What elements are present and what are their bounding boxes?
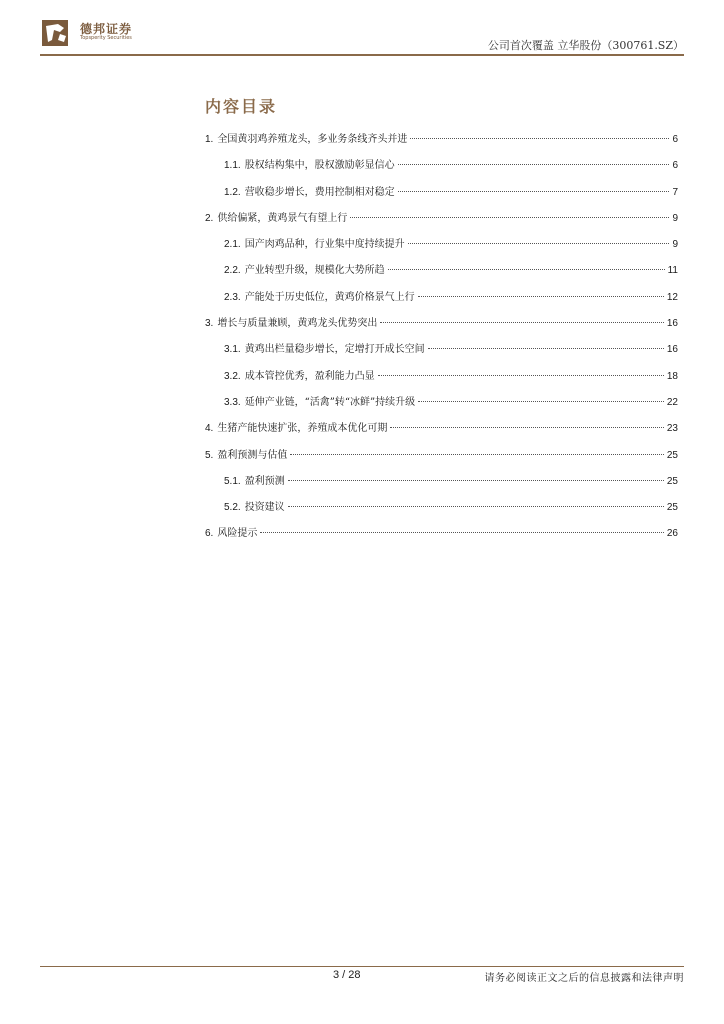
toc-entry-title: [224, 264, 385, 278]
footer-divider: [40, 966, 684, 967]
toc-entry-title: [205, 212, 347, 226]
toc-entry-title: [224, 501, 285, 515]
disclaimer-note: 请务必阅读正文之后的信息披露和法律声明: [484, 973, 684, 984]
toc-entry-label: 供给偏紧，黄鸡景气有望上行: [217, 212, 348, 224]
toc-entry-number: 1.: [205, 134, 214, 145]
toc-entry-label: 盈利预测: [244, 475, 285, 487]
toc-leader-dots: [410, 138, 669, 139]
toc-entry[interactable]: [205, 475, 678, 501]
toc-entry-page: 7: [672, 186, 678, 198]
toc-entry[interactable]: [205, 343, 678, 369]
toc-entry-number: 2.3.: [224, 291, 241, 303]
logo-mark-icon: [40, 16, 74, 50]
toc-entry-page: 25: [666, 449, 678, 461]
toc-entry-page: 6: [672, 160, 678, 172]
toc-entry[interactable]: [205, 159, 678, 185]
toc-entry[interactable]: [205, 317, 678, 343]
toc-entry[interactable]: [205, 133, 678, 159]
toc-leader-dots: [290, 454, 664, 455]
toc-entry-number: 4.: [205, 423, 214, 435]
toc-entry[interactable]: [205, 422, 678, 448]
toc-entry[interactable]: [205, 238, 678, 264]
toc-entry-page: 16: [666, 344, 678, 356]
toc-leader-dots: [418, 296, 664, 297]
toc-entry-page: 6: [672, 134, 678, 145]
toc-entry-label: 产业转型升级，规模化大势所趋: [244, 265, 385, 277]
toc-leader-dots: [380, 322, 664, 323]
toc-entry-title: [224, 343, 425, 357]
toc-leader-dots: [260, 532, 664, 533]
toc-entry-number: 2.1.: [224, 239, 241, 251]
toc-entry-page: 25: [666, 475, 678, 487]
brand-name-cn: 德邦证券: [80, 22, 133, 36]
page-number: 3 / 28: [333, 969, 361, 981]
toc-entry-number: 3.3.: [224, 396, 241, 408]
toc-leader-dots: [378, 375, 664, 376]
toc-entry-page: 25: [666, 502, 678, 514]
toc-entry-number: 2.2.: [224, 265, 241, 277]
toc-leader-dots: [288, 506, 664, 507]
toc-entry-page: 9: [672, 239, 678, 251]
toc-entry-title: [205, 133, 407, 147]
toc-entry-title: [205, 527, 257, 541]
toc-entry-label: 风险提示: [217, 528, 258, 540]
toc-entry-number: 5.2.: [224, 502, 241, 514]
toc-entry-page: 23: [666, 423, 678, 435]
toc-leader-dots: [428, 348, 664, 349]
toc-leader-dots: [350, 217, 669, 218]
toc-entry-title: [224, 186, 395, 200]
toc-entry-title: [205, 449, 287, 463]
toc-entry-page: 26: [666, 528, 678, 540]
toc-leader-dots: [388, 269, 665, 270]
toc-entry[interactable]: [205, 291, 678, 317]
toc-entry-label: 盈利预测与估值: [217, 449, 288, 461]
toc-entry-title: [224, 475, 285, 489]
toc-leader-dots: [390, 427, 664, 428]
toc-entry-page: 12: [666, 291, 678, 303]
toc-entry-number: 3.: [205, 318, 214, 330]
toc-entry-label: 延伸产业链，“活禽”转“冰鲜”持续升级: [244, 396, 416, 408]
toc-entry-label: 增长与质量兼顾，黄鸡龙头优势突出: [217, 318, 378, 330]
toc-entry-number: 3.2.: [224, 370, 241, 382]
toc-entry-number: 1.2.: [224, 186, 241, 198]
toc-entry[interactable]: [205, 501, 678, 527]
toc-leader-dots: [398, 164, 670, 165]
toc-entry-label: 全国黄羽鸡养殖龙头，多业务条线齐头并进: [217, 134, 408, 145]
toc-entry-label: 成本管控优秀，盈利能力凸显: [244, 370, 375, 382]
company-logo: [40, 16, 160, 50]
toc-entry-title: [224, 370, 375, 384]
toc-entry-number: 5.: [205, 449, 214, 461]
toc-entry-title: [224, 291, 415, 305]
toc-entry-page: 11: [667, 265, 678, 277]
toc-entry-label: 营收稳步增长，费用控制相对稳定: [244, 186, 395, 198]
table-of-contents: [205, 133, 678, 554]
toc-entry[interactable]: [205, 449, 678, 475]
toc-entry[interactable]: [205, 264, 678, 290]
toc-entry-title: [205, 422, 387, 436]
toc-entry-page: 18: [666, 370, 678, 382]
toc-entry-number: 5.1.: [224, 475, 241, 487]
toc-leader-dots: [408, 243, 670, 244]
header-divider: [40, 54, 684, 56]
toc-entry[interactable]: [205, 396, 678, 422]
toc-leader-dots: [418, 401, 664, 402]
toc-leader-dots: [288, 480, 664, 481]
toc-entry-number: 1.1.: [224, 160, 241, 172]
toc-entry-title: [224, 238, 405, 252]
toc-entry[interactable]: [205, 212, 678, 238]
toc-title: 内容目录: [205, 97, 278, 116]
toc-entry-label: 产能处于历史低位，黄鸡价格景气上行: [244, 291, 415, 303]
toc-entry-label: 投资建议: [244, 502, 285, 514]
toc-entry-label: 股权结构集中，股权激励彰显信心: [244, 160, 395, 172]
toc-entry[interactable]: [205, 186, 678, 212]
toc-entry-title: [205, 317, 377, 331]
toc-entry-number: 2.: [205, 212, 214, 224]
brand-name-en: Topsperity Securities: [80, 35, 132, 41]
toc-entry-title: [224, 159, 395, 173]
toc-entry-number: 3.1.: [224, 344, 241, 356]
toc-entry[interactable]: [205, 370, 678, 396]
toc-entry-page: 16: [666, 318, 678, 330]
report-info: 公司首次覆盖 立华股份（300761.SZ）: [487, 39, 684, 52]
toc-entry-label: 生猪产能快速扩张，养殖成本优化可期: [217, 423, 388, 435]
toc-entry-title: [224, 396, 415, 410]
toc-entry-page: 22: [666, 396, 678, 408]
toc-entry-page: 9: [672, 212, 678, 224]
toc-entry[interactable]: [205, 527, 678, 553]
toc-entry-label: 黄鸡出栏量稳步增长，定增打开成长空间: [244, 344, 425, 356]
toc-entry-label: 国产肉鸡品种，行业集中度持续提升: [244, 239, 405, 251]
toc-leader-dots: [398, 191, 670, 192]
toc-entry-number: 6.: [205, 528, 214, 540]
